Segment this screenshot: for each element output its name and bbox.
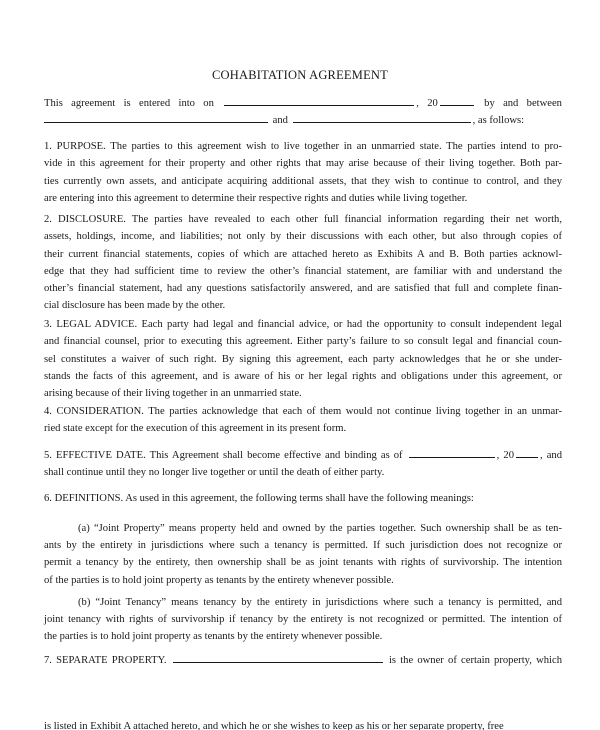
text-line: ties currently own assets, and anticipate acquiring additional assets, that they wish to continue to control, and they bbox=[44, 175, 562, 187]
text-line: sel constitutes a waiver of such right. By signing this agreement, each party acknowledges that he or she under- bbox=[44, 353, 562, 365]
text-line: ried state except for the execution of this agreement in its present form. bbox=[44, 423, 347, 435]
text-line: the parties is to hold joint property as tenants by the entirety whenever possible. bbox=[44, 631, 383, 643]
document-title: COHABITATION AGREEMENT bbox=[212, 68, 388, 82]
party-two-blank[interactable] bbox=[293, 112, 471, 123]
intro-line-2: and , as follows: bbox=[44, 112, 562, 129]
text-line: joint tenancy with rights of survivorship if tenancy by the entirety is not recognized or permitted. The intention of bbox=[44, 614, 562, 625]
text-line: 6. DEFINITIONS. As used in this agreement, the following terms shall have the following meanings: bbox=[44, 493, 474, 504]
text-line: of the parties is to hold joint property as tenants by the entirety whenever possible. bbox=[44, 574, 394, 586]
party-one-blank[interactable] bbox=[44, 112, 268, 123]
section-separate-property bbox=[44, 652, 562, 669]
text-line: shall continue until they no longer live together or until the death of either party. bbox=[44, 467, 385, 479]
text-line: edge that they had sufficient time to review the other’s financial statement, are familiar with and understand the bbox=[44, 265, 562, 277]
section-effective-date bbox=[44, 447, 562, 482]
section-definitions bbox=[44, 490, 562, 507]
separate-property-line-1: 7. SEPARATE PROPERTY. is the owner of certain property, which bbox=[44, 652, 562, 669]
text-line: 2. DISCLOSURE. The parties have revealed to each other full financial information regarding their net worth, bbox=[44, 214, 562, 225]
text-line: assets, holdings, income, and liabilities; not only by their discussions with each other, but also through copies of bbox=[44, 231, 562, 243]
effective-date-line-1: 5. EFFECTIVE DATE. This Agreement shall become effective and binding as of , 20 , and bbox=[44, 447, 562, 464]
text-line: are entering into this agreement to determine their respective rights and duties while living together. bbox=[44, 192, 468, 204]
owner-blank[interactable] bbox=[173, 652, 383, 663]
section-consideration bbox=[44, 403, 562, 438]
cut-off-line: is listed in Exhibit A attached hereto, and which he or she wishes to keep as his or her separate property, free bbox=[44, 721, 504, 730]
text-line: cial disclosure has been made by the other. bbox=[44, 300, 226, 312]
text-line: 1. PURPOSE. The parties to this agreement wish to live together in an unmarried state. The parties intend to pro- bbox=[44, 141, 562, 152]
effective-year-blank[interactable] bbox=[516, 447, 538, 458]
definition-joint-tenancy bbox=[78, 594, 562, 611]
text-line: 3. LEGAL ADVICE. Each party had legal and financial advice, or had the opportunity to consult independent legal bbox=[44, 319, 562, 330]
section-purpose bbox=[44, 138, 562, 207]
definition-joint-property-cont bbox=[44, 537, 562, 589]
text-line: (a) “Joint Property” means property held and owned by the parties together. Such ownership shall be as ten- bbox=[78, 523, 562, 534]
text-line: permit a tenancy by the entirety, then ownership shall be as joint tenants with rights of survivorship. The intention bbox=[44, 557, 562, 569]
year-blank[interactable] bbox=[440, 95, 474, 106]
text-line: stands the facts of this agreement, and is aware of his or her legal rights and obligations under this agreement, or bbox=[44, 370, 562, 382]
text-line: their current financial statements, copies of which are attached hereto as Exhibits A and B. Both parties acknowl- bbox=[44, 248, 562, 260]
text-line: and financial counsel, prior to executing this agreement. Either party’s failure to so consult legal and financial coun- bbox=[44, 336, 562, 348]
effective-date-blank[interactable] bbox=[409, 447, 495, 458]
text-line: ants by the entirety in jurisdictions where such a tenancy is permitted. If such jurisdiction does not recognize or bbox=[44, 540, 562, 551]
text-line: 4. CONSIDERATION. The parties acknowledge that each of them would not continue living together in an unmar- bbox=[44, 406, 562, 417]
section-legal-advice bbox=[44, 316, 562, 402]
text-line: other’s financial statement, had any questions satisfactorily answered, and are satisfied that full and complete finan- bbox=[44, 283, 562, 295]
definition-joint-property bbox=[78, 520, 562, 537]
intro-line-1: This agreement is entered into on , 20 by and between bbox=[44, 95, 562, 112]
intro-paragraph bbox=[44, 95, 562, 130]
section-disclosure bbox=[44, 211, 562, 315]
text-line: arising because of their living together in an unmarried state. bbox=[44, 388, 302, 400]
text-line: vide in this agreement for their property and other rights that may arise because of their living together. Both par- bbox=[44, 158, 562, 170]
definition-joint-tenancy-cont bbox=[44, 611, 562, 646]
date-blank[interactable] bbox=[224, 95, 414, 106]
text-line: (b) “Joint Tenancy” means tenancy by the entirety in jurisdictions where such a tenancy is permitted, and bbox=[78, 597, 562, 608]
